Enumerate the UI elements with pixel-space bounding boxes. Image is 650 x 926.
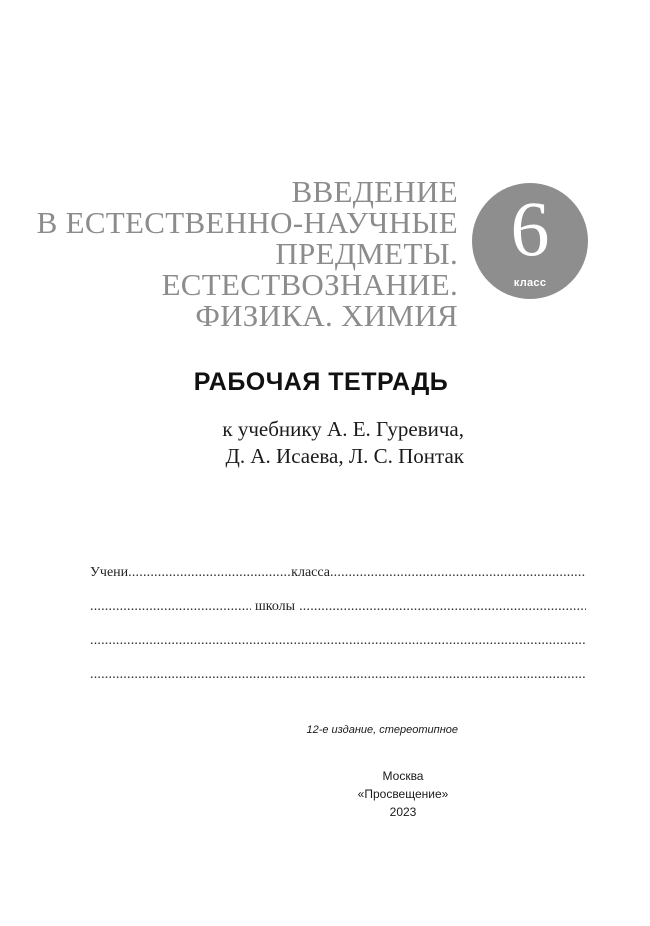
textbook-reference-line: Д. А. Исаева, Л. С. Понтак [225, 444, 464, 468]
subject-title-line: В ЕСТЕСТВЕННО-НАУЧНЫЕ [36, 205, 458, 240]
extra-line-field[interactable] [90, 667, 586, 683]
class-label: класса [291, 565, 330, 580]
subject-title-line: ЕСТЕСТВОЗНАНИЕ. [161, 267, 458, 302]
subject-title-line: ФИЗИКА. ХИМИЯ [195, 298, 458, 333]
form-row-student [90, 565, 586, 583]
grade-number: 6 [510, 185, 550, 272]
subject-title [37, 176, 458, 331]
workbook-title: РАБОЧАЯ ТЕТРАДЬ [193, 368, 449, 396]
grade-label: класс [513, 277, 547, 289]
school-label: школы [255, 599, 296, 614]
form-row-extra [90, 633, 586, 651]
subject-title-line: ВВЕДЕНИЕ [291, 174, 458, 209]
extra-line-field[interactable] [90, 633, 586, 649]
imprint [342, 767, 464, 821]
edition-note: 12-е издание, стереотипное [306, 724, 458, 736]
owner-form [90, 565, 586, 701]
class-field[interactable] [330, 565, 586, 581]
subject-title-line: ПРЕДМЕТЫ. [275, 236, 458, 271]
textbook-reference-line: к учебнику А. Е. Гуревича, [222, 417, 464, 441]
imprint-publisher: «Просвещение» [357, 787, 449, 801]
school-number-field[interactable] [90, 599, 251, 615]
imprint-year: 2023 [389, 805, 417, 819]
textbook-reference [222, 416, 464, 470]
imprint-city: Москва [382, 769, 424, 783]
school-field[interactable] [299, 599, 586, 615]
student-label: Учени [90, 565, 129, 580]
form-row-school [90, 599, 586, 617]
student-name-field[interactable] [128, 565, 291, 581]
form-row-extra [90, 667, 586, 685]
grade-badge [472, 183, 588, 299]
